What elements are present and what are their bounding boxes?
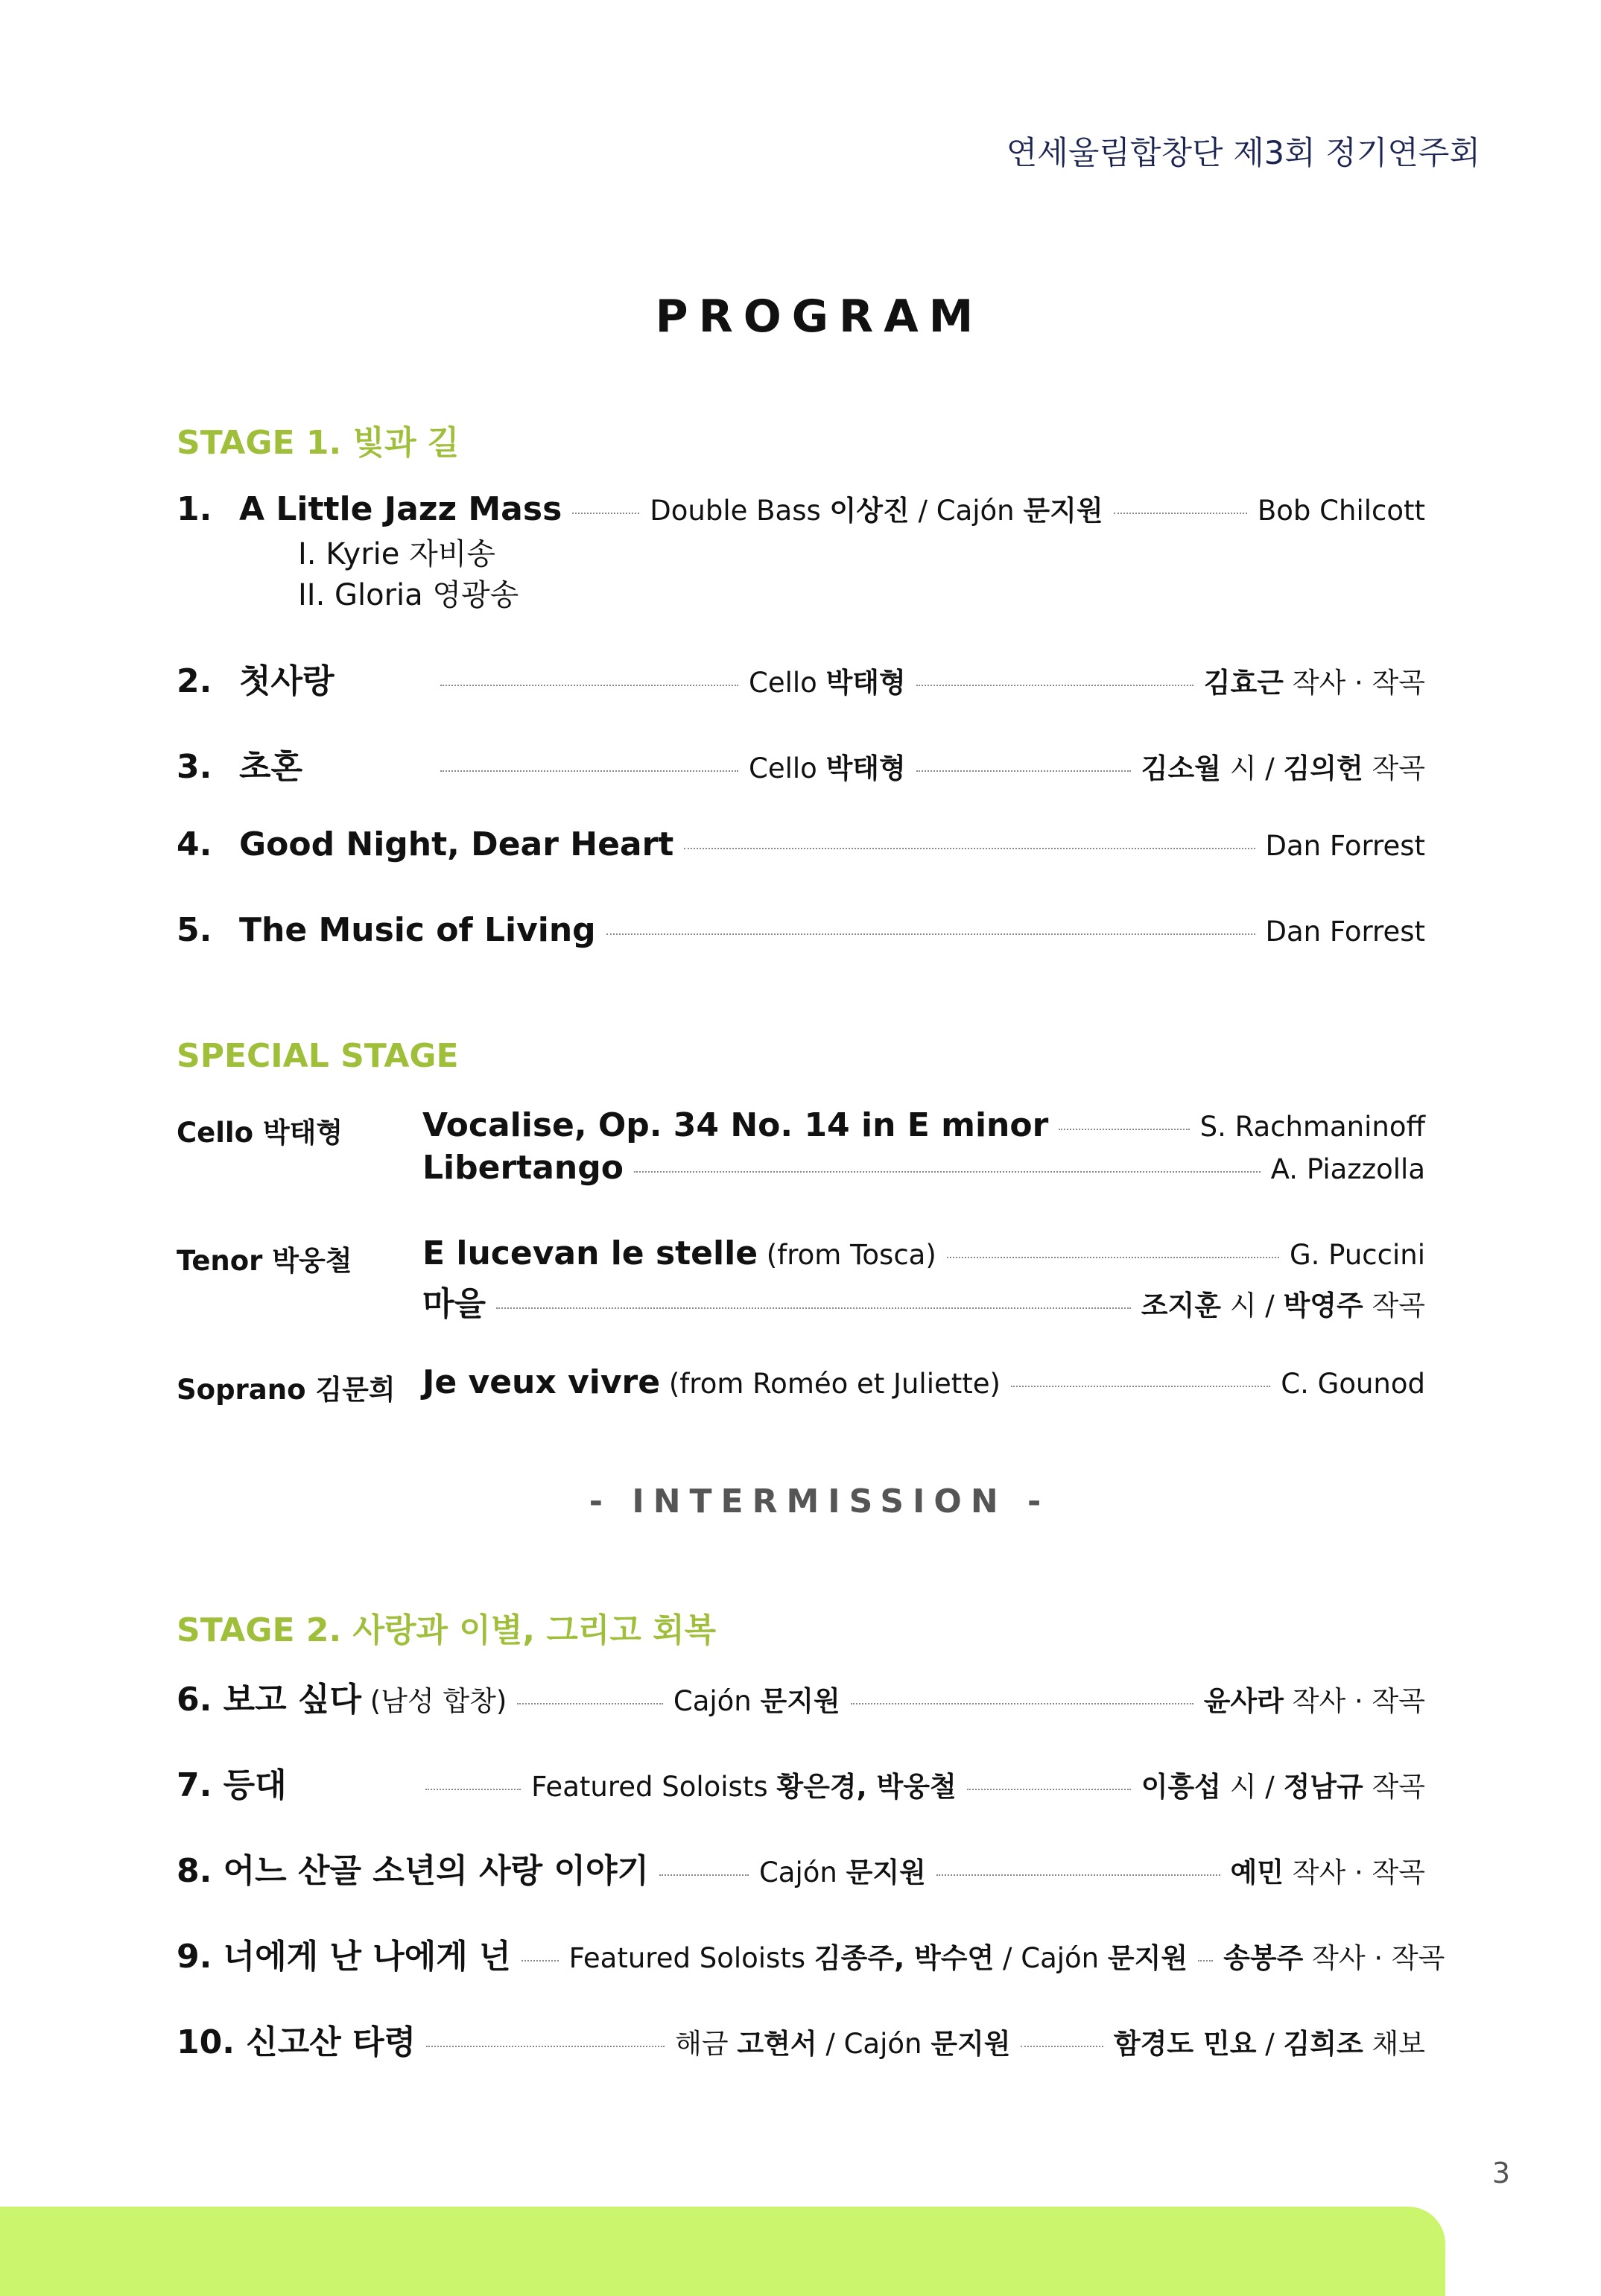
stage1-heading: STAGE 1. 빛과 길 [177, 424, 460, 462]
special-work-libertango [422, 1149, 1425, 1187]
composer: 윤사라 작사 · 작곡 [1203, 1685, 1425, 1717]
program-item-7 [177, 1758, 1425, 1806]
composer: 김효근 작사 · 작곡 [1203, 667, 1425, 699]
program-item-2: 2. 첫사랑 Cello 박태형 김효근 작사 · 작곡 [177, 654, 1425, 702]
leader-dots [1114, 513, 1247, 514]
composer: 예민 작사 · 작곡 [1230, 1856, 1425, 1889]
program-item-9 [177, 1929, 1445, 1977]
item-title: 7. 등대 [177, 1766, 287, 1804]
composer: 송봉주 작사 · 작곡 [1223, 1942, 1445, 1974]
program-item-4: 4. Good Night, Dear Heart Dan Forrest [177, 825, 1425, 863]
item-title: 첫사랑 [239, 662, 335, 700]
leader-dots [947, 1257, 1279, 1258]
work-title: 마을 [422, 1285, 486, 1323]
leader-dots [1198, 1960, 1213, 1962]
composer: 이흥섭 시 / 정남규 작곡 [1141, 1771, 1425, 1803]
leader-dots [606, 933, 1255, 935]
program-item-1 [177, 488, 1425, 528]
composer: 김소월 시 / 김의헌 작곡 [1141, 752, 1425, 784]
performer-tenor: Tenor 박웅철 [177, 1245, 352, 1277]
leader-dots [659, 1874, 749, 1876]
performers: Featured Soloists 황은경, 박웅철 [531, 1771, 957, 1803]
leader-dots [1059, 1129, 1189, 1130]
work-title: Vocalise, Op. 34 No. 14 in E minor [422, 1106, 1049, 1144]
item-title: The Music of Living [239, 911, 596, 949]
composer: A. Piazzolla [1270, 1153, 1425, 1185]
leader-dots [634, 1171, 1261, 1173]
work-title: Je veux vivre (from Roméo et Juliette) [422, 1363, 1001, 1401]
performers: Cello 박태형 [749, 752, 906, 784]
program-item-8 [177, 1844, 1425, 1891]
performer-soprano: Soprano 김문희 [177, 1374, 396, 1406]
item-title: Good Night, Dear Heart [239, 825, 674, 863]
program-item-6 [177, 1672, 1425, 1720]
performer-cello: Cello 박태형 [177, 1117, 343, 1149]
leader-dots [936, 1874, 1220, 1876]
item-title: 9. 너에게 난 나에게 넌 [177, 1938, 511, 1976]
leader-dots [440, 770, 738, 772]
leader-dots [851, 1703, 1193, 1704]
composer: Dan Forrest [1265, 830, 1425, 862]
composer: G. Puccini [1289, 1239, 1425, 1271]
intermission-label: - INTERMISSION - [589, 1482, 1050, 1520]
movement-1: I. Kyrie 자비송 [298, 537, 496, 571]
item-title: 초혼 [239, 748, 303, 786]
composer: Bob Chilcott [1257, 495, 1425, 527]
leader-dots [521, 1960, 559, 1962]
leader-dots [426, 2046, 665, 2047]
item-number: 1. [177, 490, 212, 528]
program-item-3: 3. 초혼 Cello 박태형 김소월 시 / 김의헌 작곡 [177, 740, 1425, 787]
footer-bar [0, 2207, 1445, 2296]
special-stage-heading: SPECIAL STAGE [177, 1037, 459, 1075]
program-item-5: 5. The Music of Living Dan Forrest [177, 911, 1425, 949]
special-work-vocalise [422, 1106, 1425, 1144]
work-title: Libertango [422, 1149, 624, 1187]
concert-header: 연세울림합창단 제3회 정기연주회 [1006, 135, 1480, 172]
item-title: 8. 어느 산골 소년의 사랑 이야기 [177, 1852, 649, 1890]
performers: Double Bass 이상진 / Cajón 문지원 [650, 495, 1103, 527]
composer: Dan Forrest [1265, 916, 1425, 948]
movement-2: II. Gloria 영광송 [298, 578, 519, 612]
leader-dots [1011, 1386, 1270, 1387]
special-work-lucevan [422, 1234, 1425, 1272]
item-title: 6. 보고 싶다 (남성 합창) [177, 1681, 507, 1719]
leader-dots [572, 513, 639, 514]
item-title: A Little Jazz Mass [239, 490, 562, 528]
performers: Featured Soloists 김종주, 박수연 / Cajón 문지원 [568, 1942, 1188, 1974]
work-title: E lucevan le stelle (from Tosca) [422, 1234, 936, 1272]
performers: Cello 박태형 [749, 667, 906, 699]
composer: 조지훈 시 / 박영주 작곡 [1141, 1290, 1425, 1322]
program-item-10 [177, 2015, 1425, 2063]
leader-dots [425, 1789, 521, 1790]
special-work-jeveux [422, 1363, 1425, 1401]
leader-dots [517, 1703, 663, 1704]
leader-dots [496, 1307, 1131, 1309]
composer: S. Rachmaninoff [1199, 1111, 1425, 1143]
performers: Cajón 문지원 [758, 1856, 926, 1889]
stage2-heading: STAGE 2. 사랑과 이별, 그리고 회복 [177, 1611, 717, 1649]
composer: 함경도 민요 / 김희조 채보 [1113, 2028, 1425, 2060]
special-work-maeul [422, 1277, 1425, 1325]
performers: 해금 고현서 / Cajón 문지원 [675, 2028, 1011, 2060]
leader-dots [1021, 2046, 1103, 2047]
performers: Cajón 문지원 [673, 1685, 840, 1717]
page-title: PROGRAM [655, 291, 984, 343]
leader-dots [916, 685, 1193, 686]
leader-dots [440, 685, 738, 686]
item-title: 10. 신고산 타령 [177, 2023, 416, 2061]
leader-dots [967, 1789, 1131, 1790]
composer: C. Gounod [1281, 1368, 1425, 1400]
leader-dots [916, 770, 1131, 772]
leader-dots [684, 848, 1255, 849]
page-number: 3 [1491, 2157, 1510, 2189]
